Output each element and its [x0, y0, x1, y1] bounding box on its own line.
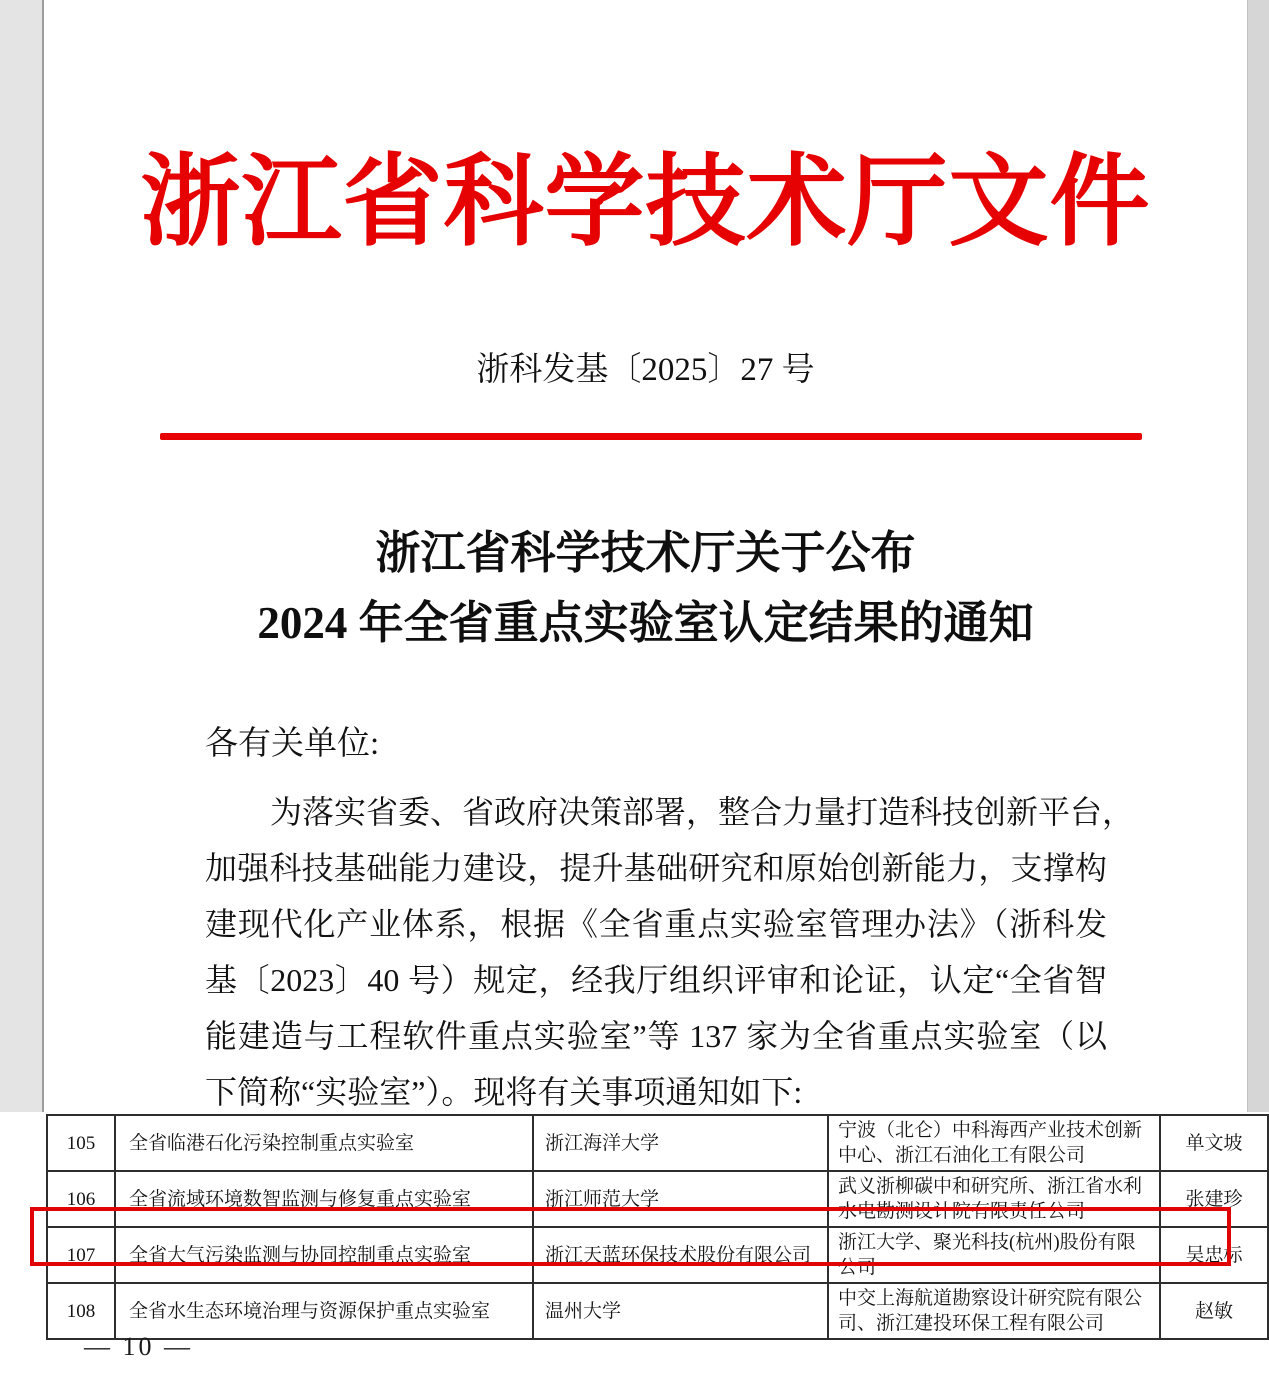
cell-host-unit: 浙江天蓝环保技术股份有限公司 — [533, 1227, 828, 1283]
cell-host-unit: 浙江师范大学 — [533, 1171, 828, 1227]
body-line: 能建造与工程软件重点实验室”等 137 家为全省重点实验室（以 — [205, 1018, 1107, 1054]
cell-director: 张建珍 — [1160, 1171, 1268, 1227]
cell-row-number: 108 — [47, 1283, 115, 1339]
cell-partner-units: 中交上海航道勘察设计研究院有限公司、浙江建投环保工程有限公司 — [828, 1283, 1160, 1339]
cell-row-number: 105 — [47, 1115, 115, 1171]
cell-lab-name: 全省流域环境数智监测与修复重点实验室 — [115, 1171, 533, 1227]
cell-host-unit: 温州大学 — [533, 1283, 828, 1339]
body-line: 为落实省委、省政府决策部署，整合力量打造科技创新平台， — [270, 794, 1135, 830]
cell-director: 赵敏 — [1160, 1283, 1268, 1339]
cell-director: 单文坡 — [1160, 1115, 1268, 1171]
cell-director: 吴忠标 — [1160, 1227, 1268, 1283]
cell-row-number: 106 — [47, 1171, 115, 1227]
cell-lab-name: 全省临港石化污染控制重点实验室 — [115, 1115, 533, 1171]
body-line: 下简称“实验室”）。现将有关事项通知如下: — [205, 1074, 803, 1110]
page-right-margin — [1247, 0, 1269, 1112]
table-row — [47, 1283, 1268, 1339]
page-left-margin — [0, 0, 44, 1112]
cell-host-unit: 浙江海洋大学 — [533, 1115, 828, 1171]
cell-partner-units: 武义浙柳碳中和研究所、浙江省水利水电勘测设计院有限责任公司 — [828, 1171, 1160, 1227]
notice-title-line2: 2024 年全省重点实验室认定结果的通知 — [257, 598, 1034, 648]
document-number: 浙科发基〔2025〕27 号 — [476, 352, 815, 388]
salutation: 各有关单位: — [205, 726, 380, 762]
cell-lab-name: 全省大气污染监测与协同控制重点实验室 — [115, 1227, 533, 1283]
table-row — [47, 1171, 1268, 1227]
lab-results-table — [46, 1114, 1269, 1340]
page-number: — 10 — — [84, 1332, 193, 1361]
cell-lab-name: 全省水生态环境治理与资源保护重点实验室 — [115, 1283, 533, 1339]
cell-partner-units: 浙江大学、聚光科技(杭州)股份有限公司 — [828, 1227, 1160, 1283]
table-row — [47, 1115, 1268, 1171]
body-line: 基〔2023〕40 号）规定，经我厅组织评审和论证，认定“全省智 — [205, 962, 1107, 998]
letterhead-divider-rule — [160, 433, 1142, 440]
cell-partner-units: 宁波（北仑）中科海西产业技术创新中心、浙江石油化工有限公司 — [828, 1115, 1160, 1171]
table-row-highlighted — [47, 1227, 1268, 1283]
cell-row-number: 107 — [47, 1227, 115, 1283]
body-line: 加强科技基础能力建设，提升基础研究和原始创新能力，支撑构 — [205, 850, 1107, 886]
agency-letterhead-title: 浙江省科学技术厅文件 — [140, 147, 1151, 258]
notice-title-line1: 浙江省科学技术厅关于公布 — [375, 528, 916, 578]
body-text — [205, 784, 1135, 1120]
body-line: 建现代化产业体系，根据《全省重点实验室管理办法》（浙科发 — [205, 906, 1107, 942]
